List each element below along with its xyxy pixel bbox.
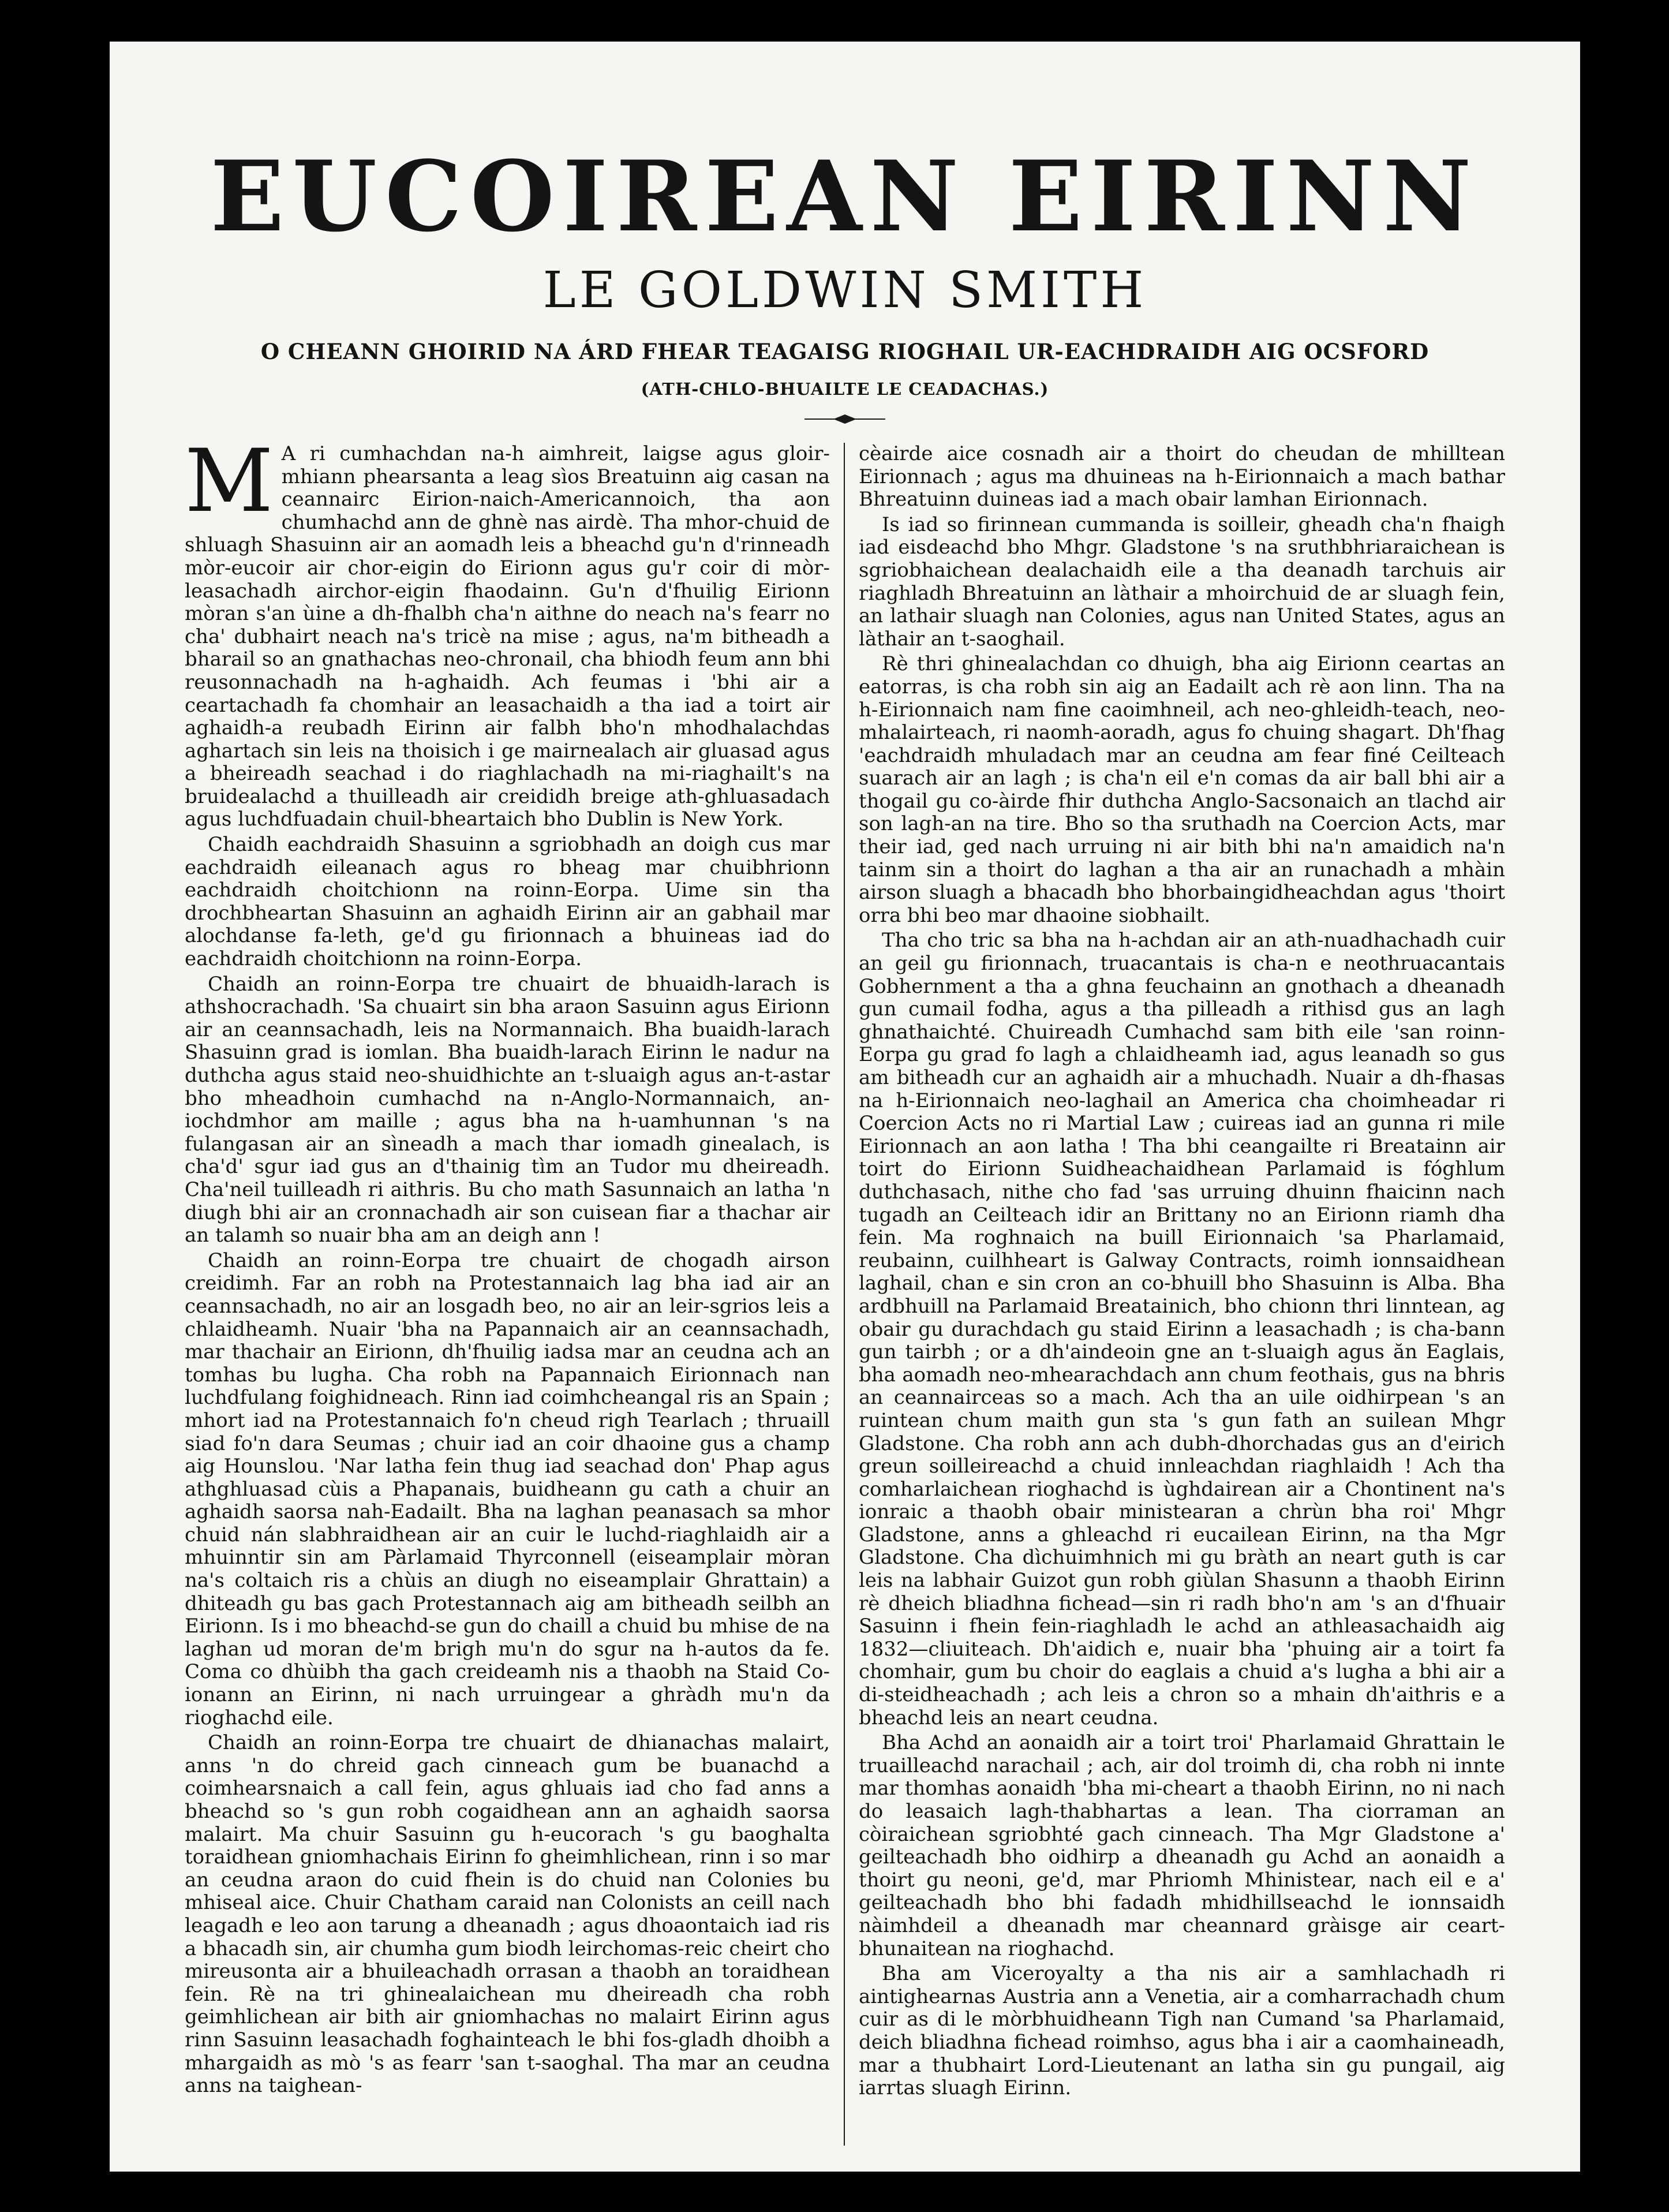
paragraph: Bha Achd an aonaidh air a toirt troi' Pharlamaid Ghrattain le truailleachd narachail ; ach, air dol troimh di, cha robh ni innte mar thomhas aonaidh 'bha mi-cheart a thaobh Eirinn, no ni nach do leasaich lagh-thabhartas a lean. Tha ciorraman an còiraichean sgriobhté gach cinneach. Tha Mgr Gladstone a' geilteachadh bho oidhirp a dheanadh gu Achd an aonaidh a thoirt gu neoni, ge'd, mar Phriomh Mhinistear, nach eil e a' geilteachadh bho bhi fadadh mhidhillseachd le ionnsaidh nàimhdeil a dheanadh mar cheannard gràisge air ceart-bhunaitean na rioghachd. bbox=[859, 1731, 1505, 1960]
article-columns bbox=[185, 443, 1505, 2146]
paragraph: Chaidh an roinn-Eorpa tre chuairt de dhianachas malairt, anns 'n do chreid gach cinneach gum be buanachd a coimhearsnaich a call fein, agus ghluais iad cho fad anns a bheachd so 's gun robh cogaidhean ann an aghaidh saorsa malairt. Ma chuir Sasuinn gu h-eucorach 's gu baoghalta toraidhean gniomhachais Eirinn fo gheimhlichean, rinn i so mar an ceudna araon do cuid fhein is do chuid nan Colonies bu mhiseal aice. Chuir Chatham caraid nan Colonists an ceill nach leagadh e leo aon tarung a dheanadh ; agus dhoaontaich iad ris a bhacadh sin, air chumha gum biodh leirchomas-reic cheirt cho mireusonta air a bhuileachadh orrasan a thaobh an toraidhean fein. Rè na tri ghinealaichean mu dheireadh cha robh geimhlichean air bith air gniomhachas no malairt Eirinn agus rinn Sasuinn leasachadh foghainteach le bhi fos-gladh dhoibh a mhargaidh as mò 's as fearr 'san t-saoghal. Tha mar an ceudna anns na taighean- bbox=[185, 1731, 830, 2098]
drop-cap: M bbox=[185, 442, 274, 532]
paragraph: cèairde aice cosnadh air a thoirt do cheudan de mhilltean Eirionnach ; agus ma dhuineas na h-Eirionnaich a mach bathar Bhreatuinn duineas iad a mach obair lamhan Eirionnach. bbox=[859, 442, 1505, 511]
paragraph: Is iad so firinnean cummanda is soilleir, gheadh cha'n fhaigh iad eisdeachd bho Mhgr. Gladstone 's na sruthbhriaraichean is sgriobhaichean dealachaidh eile a tha deanadh tarchuis air riaghladh Bhreatuinn an làthair a mhoirchuid de ar sluagh fein, an lathair sluagh nan Colonies, agus nan United States, agus an làthair an t-saoghail. bbox=[859, 513, 1505, 651]
author-line: LE GOLDWIN SMITH bbox=[542, 261, 1147, 320]
paragraph-text: A ri cumhachdan na-h aimhreit, laigse agus gloir-mhiann phearsanta a leag sìos Breatuinn aig casan na ceannairc Eirion-naich-Americannoich, tha aon chumhachd ann de ghnè nas airdè. Tha mhor-chuid de shluagh Shasuinn air an aomadh leis a bheachd gu'n d'rinneadh mòr-eucoir air chor-eigin do Eirionn agus gu'r coir di mòr-leasachadh airchor-eigin fhaodainn. Gu'n d'fhuilig Eirionn mòran s'an ùine a dh-fhalbh cha'n aithne do neach na's fearr no cha' dubhairt neach na's tricè na mise ; agus, na'm bitheadh a bharail so an gnathachas neo-chronail, cha bhiodh feum ann bhi reusonnachadh na h-aghaidh. Ach feumas i 'bhi air a ceartachadh fa chomhair an leasachaidh a tha iad a toirt air aghaidh-a reubadh Eirinn air falbh bho'n mhodhalachdas aghartach sin leis na thoisich i ge mairnealach air gluasad agus a bheireadh seachad i do riaghlachadh na mi-riaghailt's na bruidealachd a thuilleadh air creididh breige ath-ghluasadach agus luchdfuadain chuil-bheartaich bho Dublin is New York. bbox=[185, 442, 830, 831]
paragraph bbox=[185, 443, 830, 831]
ornamental-rule bbox=[804, 413, 885, 425]
left-column bbox=[185, 443, 845, 2146]
paragraph: Chaidh an roinn-Eorpa tre chuairt de chogadh airson creidimh. Far an robh na Protestannaich lag bha iad air an ceannsachadh, no air an losgadh beo, no air an leir-sgrios leis a chlaidheamh. Nuair 'bha na Papannaich air an ceannsachadh, mar thachair an Eirionn, dh'fhuilig iadsa mar an ceudna ach an tomhas bu lugha. Cha robh na Papannaich Eirionnach nan luchdfulang foighidneach. Rinn iad coimhcheangal ris an Spain ; mhort iad na Protestannaich fo'n cheud righ Tearlach ; thruaill siad fo'n dara Seumas ; chuir iad an coir dhaoine gus a champ aig Hounslou. 'Nar latha fein thug iad seachad don' Phap agus athghluasad cùis a Phapanais, buidheann gu cath a chuir an aghaidh saorsa nah-Eadailt. Bha na laghan peanasach sa mhor chuid nán slabhraidhean air an cuir le luchd-riaghlaidh air a mhuinntir sin am Pàrlamaid Thyrconnell (eiseamplair mòran na's coltaich ris a chùis an diugh no eiseamplair Ghrattain) a dhiteadh gu bas gach Protestannach aig am bitheadh seilbh an Eirionn. Is i mo bheachd-se gun do chaill a chuid bu mhise de na laghan ud moran de'm brigh mu'n do sgur na h-autos da fe. Coma co dhùibh tha gach creideamh nis a thaobh na Staid Co-ionann an Eirinn, ni nach urruingear a ghràdh mu'n da rioghachd eile. bbox=[185, 1249, 830, 1729]
paragraph: Rè thri ghinealachdan co dhuigh, bha aig Eirionn ceartas an eatorras, is cha robh sin aig an Eadailt ach rè aon linn. Tha na h-Eirionnaich nam fine caoimhneil, ach neo-ghleidh-teach, neo-mhalairteach, ri naomh-aoradh, agus fo chuing shagart. Dh'fhag 'eachdraidh mhuladach mar an ceudna am fear finé Ceilteach suarach air an lagh ; is cha'n eil e'n comas da air ball bhi air a thogail gu co-àirde fhir duthcha Anglo-Sacsonaich an tlachd air son lagh-an na tire. Bho so tha sruthadh na Coercion Acts, mar their iad, ged nach urruing ni air bith bhi na'n amaidich na'n tainm sin a thoirt do laghan a tha air an runachadh a mhàin airson sluagh a bhacadh bho bhorbaingidheachdan agus 'thoirt orra bhi beo mar dhaoine siobhailt. bbox=[859, 652, 1505, 927]
page-title: EUCOIREAN EIRINN bbox=[210, 139, 1480, 253]
right-column bbox=[845, 443, 1505, 2146]
reprint-note: (ATH-CHLO-BHUAILTE LE CEADACHAS.) bbox=[641, 379, 1049, 399]
author-affiliation: O CHEANN GHOIRID NA ÁRD FHEAR TEAGAISG RIOGHAIL UR-EACHDRAIDH AIG OCSFORD bbox=[260, 338, 1429, 364]
paragraph: Bha am Viceroyalty a tha nis air a samhlachadh ri aintighearnas Austria ann a Venetia, air a comharrachadh chum cuir as di le mòrbhuidheann Tigh nan Cumand 'sa Pharlamaid, deich bliadhna fichead roimhso, agus bha i air a caomhaineadh, mar a thubhairt Lord-Lieutenant an latha sin gu pungail, aig iarrtas sluagh Eirinn. bbox=[859, 1962, 1505, 2100]
paragraph: Chaidh eachdraidh Shasuinn a sgriobhadh an doigh cus mar eachdraidh eileanach agus ro bheag mar chuibhrionn eachdraidh choitchionn na roinn-Eorpa. Uime sin tha drochbheartan Shasuinn an aghaidh Eirinn air an gabhail mar alochdanse fa-leth, ge'd gu firionnach a bhuineas iad do eachdraidh choitchionn na roinn-Eorpa. bbox=[185, 833, 830, 971]
paragraph: Chaidh an roinn-Eorpa tre chuairt de bhuaidh-larach is athshocrachadh. 'Sa chuairt sin bha araon Sasuinn agus Eirionn air an ceannsachadh, leis na Normannaich. Bha buaidh-larach Shasuinn grad is iomlan. Bha buaidh-larach Eirinn le nadur na duthcha agus staid neo-shuidhichte an t-sluaigh agus an-t-astar bho mheadhoin cumhachd na n-Anglo-Normannaich, an-iochdmhor am maille ; agus bha na h-uamhunnan 's na fulangasan air an sìneadh a mach thar iomadh ginealach, is cha'd' sgur iad gus an d'thainig tìm an Tudor mu dheireadh. Cha'neil tuilleadh ri aithris. Bu cho math Sasunnaich an latha 'n diugh bhi air an cronnachadh air son cuisean fiar a thachar air an talamh so nuair bha am an deigh ann ! bbox=[185, 972, 830, 1247]
document-page bbox=[110, 42, 1580, 2172]
paragraph: Tha cho tric sa bha na h-achdan air an ath-nuadhachadh cuir an geil gu firionnach, truacantais is cha-n e neothruacantais Gobhernment a tha a ghna feuchainn an gnothach a dheanadh gun cumail fodha, agus a tha pilleadh a rithisd gus an lagh ghnathaichté. Chuireadh Cumhachd sam bith eile 'san roinn-Eorpa gu grad fo lagh a chlaidheamh iad, agus leanadh so gus am bitheadh cur an aghaidh air a mhuchadh. Nuair a dh-fhasas na h-Eirionnaich neo-laghail an America cha choimheadar ri Coercion Acts no ri Martial Law ; cuireas iad an gunna ri mile Eirionnach an aon latha ! Tha bhi ceangailte ri Breatainn air toirt do Eirionn Suidheachaidhean Parlamaid is fóghlum duthchasach, nithe cho fad 'sas urruing dhuinn fhaicinn nach tugadh an Ceilteach idir an Brittany no an Eirionn riamh dha fein. Ma roghnaich na buill Eirionnaich 'sa Pharlamaid, reubainn, cuilhheart is Galway Contracts, roimh ionnsaidhean laghail, chan e sin cron an co-bhuill bho Shasuinn is Alba. Bha ardbhuill na Parlamaid Breatainich, bho chionn thri linntean, ag obair gu durachdach gu staid Eirinn a leasachadh ; is cha-bann gun tairbh ; or a dh'aindeoin gne an t-sluaigh agus ăn Eaglais, bha aomadh neo-mhearachdach ann chum feothais, gus na bhris an ceannairceas so a mach. Ach tha an uile oidhirpean 's an ruintean chum maith gun sta 's gun fath an suilean Mhgr Gladstone. Cha robh ann ach dubh-dhorchadas gus an d'eirich greun soilleireachd a chuid innleachdan riaghlaidh ! Ach tha comharlaichean rioghachd is ùghdairean air a Chontinent na's ionraic a thaobh obair ministearan a chrùn bha roi' Mhgr Gladstone, anns a ghleachd ri eucailean Eirinn, na tha Mgr Gladstone. Cha dìchuimhnich mi gu bràth an neart guth is car leis na labhair Guizot gun robh giùlan Shasunn a thaobh Eirinn rè dheich bliadhna fichead—sin ri radh bho'n am 's an d'fhuair Sasuinn i fhein fein-riaghladh le achd an athleasachaidh aig 1832—cliuiteach. Dh'aidich e, nuair bha 'phuing air a toirt fa chomhair, gum bu choir do eaglais a chuid a's lugha a bhi air a di-steidheachadh ; ach leis a chron so a mhain dh'aithris e a bheachd leis an neart ceudna. bbox=[859, 929, 1505, 1729]
